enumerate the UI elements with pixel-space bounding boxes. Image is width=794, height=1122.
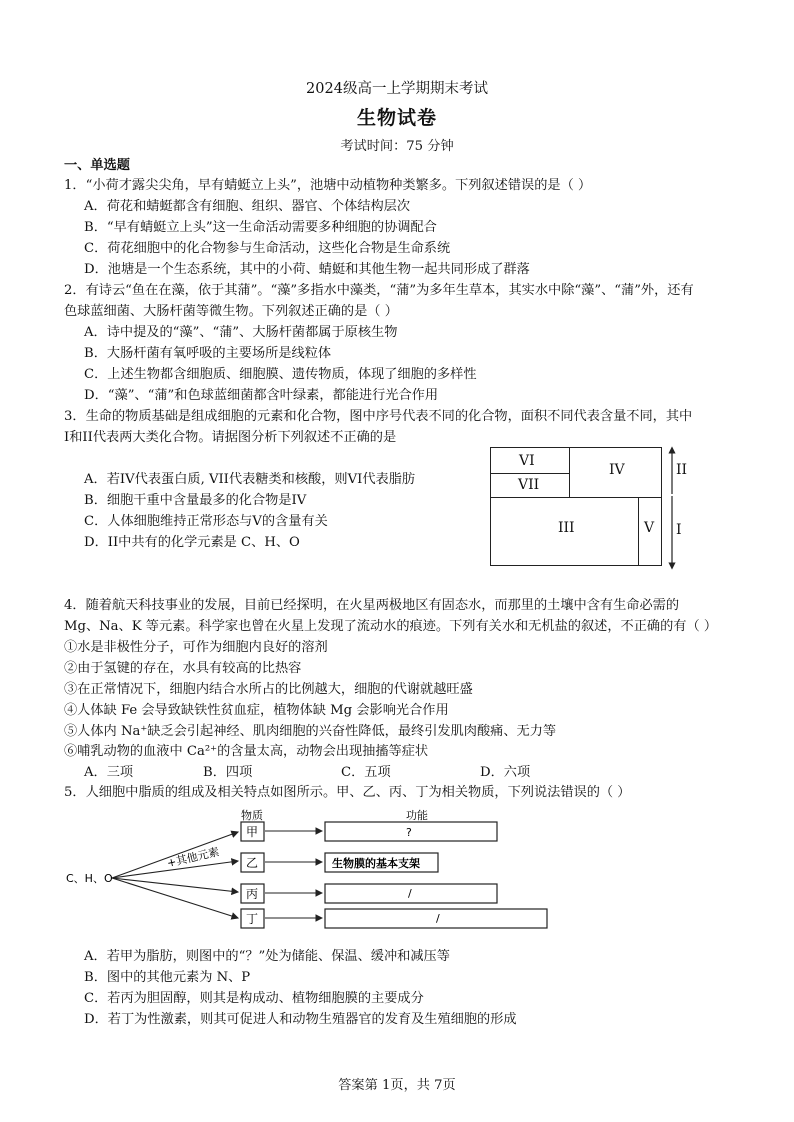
option-a: A．若甲为脂肪，则图中的“？”处为储能、保温、缓冲和减压等 — [84, 949, 450, 964]
statement-1: ①水是非极性分子，可作为细胞内良好的溶剂 — [64, 640, 328, 655]
option-a: A．三项 — [84, 765, 134, 780]
label-v: V — [644, 520, 655, 536]
header-substance: 物质 — [241, 809, 263, 822]
question-stem: 2．有诗云“鱼在在藻，依于其蒲”。“藻”多指水中藻类，“蒲”为多年生草本，其实水中除“藻”、“蒲”外，还有 — [64, 283, 694, 298]
label-ii: II — [676, 462, 688, 478]
statement-6: ⑥哺乳动物的血液中 Ca²⁺的含量太高，动物会出现抽搐等症状 — [64, 744, 429, 759]
box-i-region — [490, 497, 662, 566]
question-stem-cont: I和II代表两大类化合物。请据图分析下列叙述不正确的是 — [64, 430, 397, 445]
source-elements: C、H、O — [66, 872, 113, 885]
option-d: D．II中共有的化学元素是 C、H、O — [84, 535, 300, 550]
option-d: D．池塘是一个生态系统，其中的小荷、蜻蜓和其他生物一起共同形成了群落 — [84, 262, 530, 277]
option-b: B．四项 — [203, 765, 253, 780]
question-stem-cont: 色球蓝细菌、大肠杆菌等微生物。下列叙述正确的是（ ） — [64, 304, 398, 319]
option-c: C．上述生物都含细胞质、细胞膜、遗传物质，体现了细胞的多样性 — [84, 367, 477, 382]
option-b: B．“早有蜻蜓立上头”这一生命活动需要多种细胞的协调配合 — [84, 220, 437, 235]
function-yi: 生物膜的基本支架 — [332, 857, 420, 870]
exam-time: 考试时间：75 分钟 — [340, 139, 454, 154]
other-elements-label: +其他元素 — [165, 845, 221, 870]
option-d: D．“藻”、“蒲”和色球蓝细菌都含叶绿素，都能进行光合作用 — [84, 388, 439, 403]
arrow-to-bing — [112, 878, 238, 892]
substance-jia: 甲 — [246, 825, 259, 839]
option-a: A．荷花和蜻蜓都含有细胞、组织、器官、个体结构层次 — [84, 199, 411, 214]
statement-4: ④人体缺 Fe 会导致缺铁性贫血症，植物体缺 Mg 会影响光合作用 — [64, 703, 449, 718]
option-b: B．细胞干重中含量最多的化合物是IV — [84, 493, 307, 508]
label-vi: VI — [519, 453, 535, 469]
label-i: I — [676, 522, 682, 538]
substance-bing: 丙 — [246, 887, 259, 901]
label-vii: VII — [518, 477, 540, 493]
option-c: C．荷花细胞中的化合物参与生命活动，这些化合物是生命系统 — [84, 241, 451, 256]
statement-3: ③在正常情况下，细胞内结合水所占的比例越大，细胞的代谢就越旺盛 — [64, 682, 473, 697]
option-c: C．五项 — [341, 765, 391, 780]
option-d: D．六项 — [480, 765, 531, 780]
option-b: B．图中的其他元素为 N、P — [84, 970, 251, 985]
question-stem-cont: Mg、Na、K 等元素。科学家也曾在火星上发现了流动水的痕迹。下列有关水和无机盐的叙述，不正确的有（ ） — [64, 619, 718, 634]
function-bing: / — [408, 887, 412, 900]
option-b: B．大肠杆菌有氧呼吸的主要场所是线粒体 — [84, 346, 332, 361]
statement-2: ②由于氢键的存在，水具有较高的比热容 — [64, 661, 302, 676]
option-d: D．若丁为性激素，则其可促进人和动物生殖器官的发育及生殖细胞的形成 — [84, 1012, 517, 1027]
label-iii: III — [558, 520, 575, 536]
header-function: 功能 — [406, 809, 428, 822]
page-footer: 答案第 1页，共 7页 — [338, 1078, 456, 1093]
statement-5: ⑤人体内 Na⁺缺乏会引起神经、肌肉细胞的兴奋性降低，最终引发肌肉酸痛、无力等 — [64, 724, 557, 739]
section-heading: 一、单选题 — [64, 158, 130, 173]
question-stem: 5．人细胞中脂质的组成及相关特点如图所示。甲、乙、丙、丁为相关物质，下列说法错误的（ ） — [64, 785, 631, 800]
option-a: A．诗中提及的“藻”、“蒲”、大肠杆菌都属于原核生物 — [84, 325, 398, 340]
substance-ding: 丁 — [246, 912, 259, 926]
arrow-to-ding — [112, 878, 238, 918]
option-a: A．若IV代表蛋白质, VII代表糖类和核酸，则VI代表脂肪 — [84, 472, 416, 487]
lipid-diagram-svg — [60, 805, 560, 940]
function-jia: ? — [406, 826, 412, 839]
label-iv: IV — [609, 462, 625, 478]
substance-yi: 乙 — [246, 856, 259, 870]
question-stem: 4．随着航天科技事业的发展，目前已经探明，在火星两极地区有固态水，而那里的土壤中含有生命必需的 — [64, 598, 680, 613]
option-c: C．人体细胞维持正常形态与V的含量有关 — [84, 514, 328, 529]
subject-title: 生物试卷 — [356, 107, 437, 129]
question-stem: 3．生命的物质基础是组成细胞的元素和化合物，图中序号代表不同的化合物，面积不同代表含量不同，其中 — [64, 409, 693, 424]
option-c: C．若丙为胆固醇，则其是构成动、植物细胞膜的主要成分 — [84, 991, 424, 1006]
exam-title: 2024级高一上学期期末考试 — [306, 81, 488, 97]
question-stem: 1．“小荷才露尖尖角，早有蜻蜓立上头”，池塘中动植物种类繁多。下列叙述错误的是（ ） — [64, 178, 592, 193]
function-ding: / — [436, 912, 440, 925]
